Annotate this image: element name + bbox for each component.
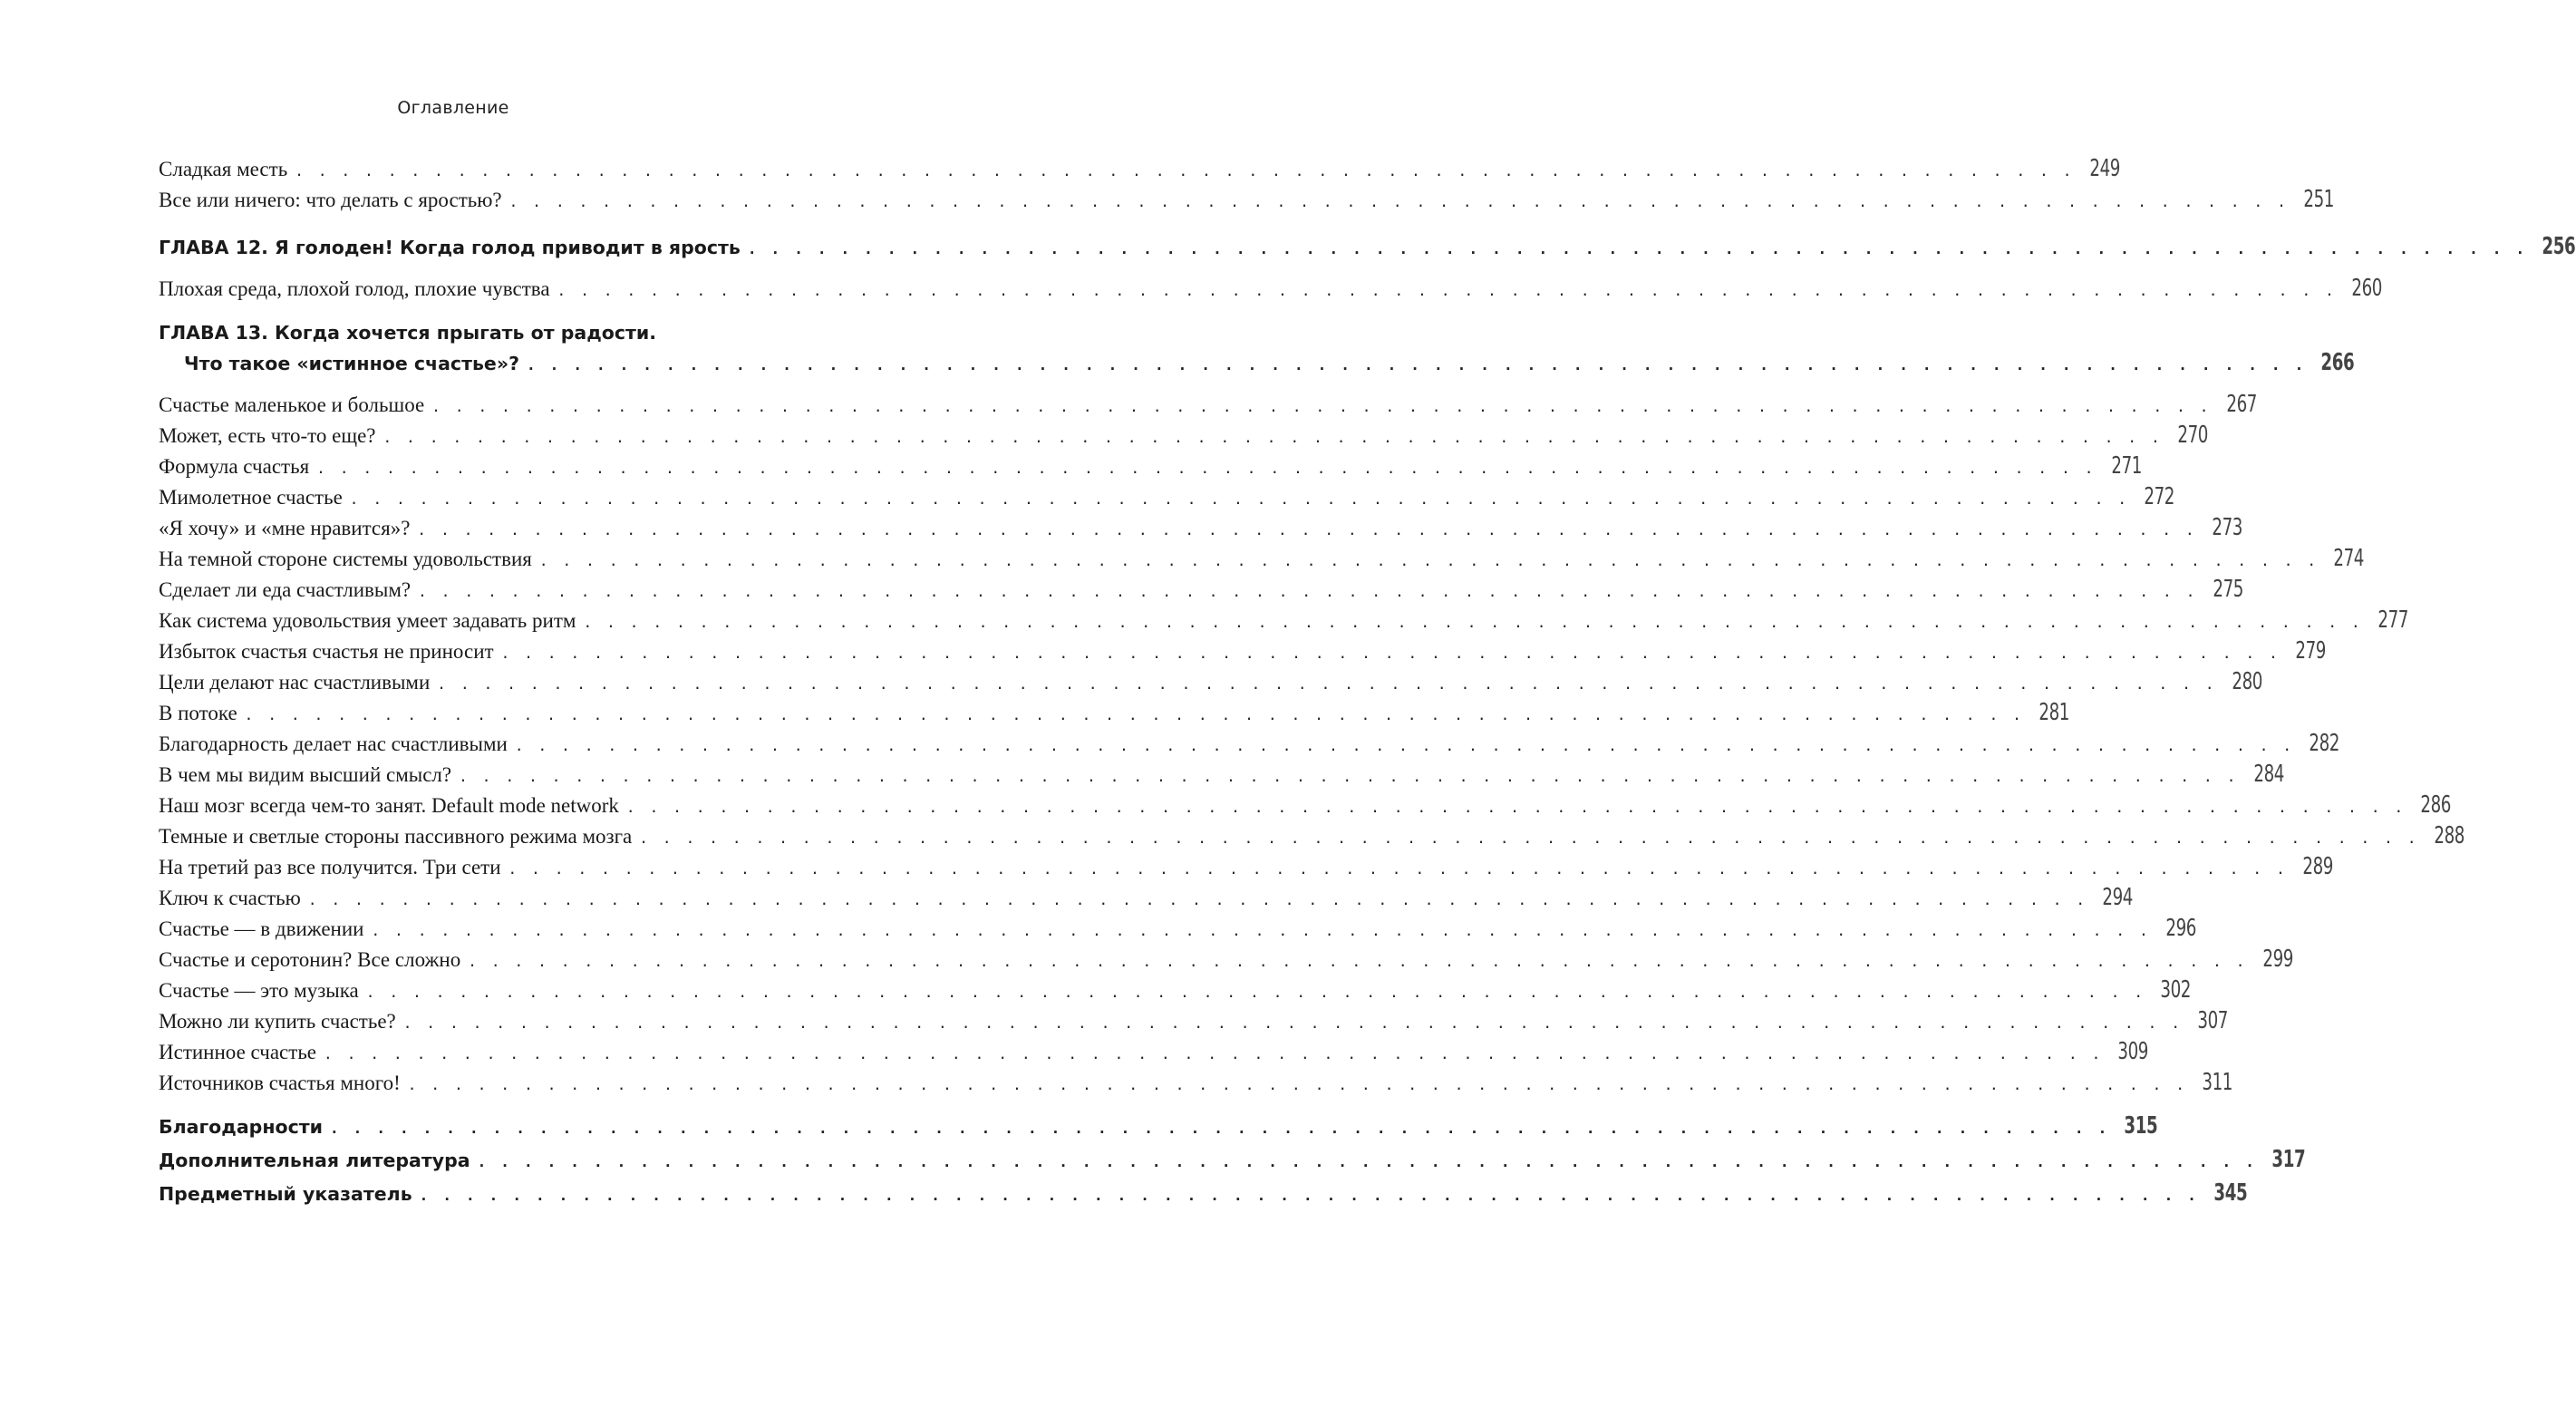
toc-page-number: 256 xyxy=(2542,233,2576,260)
toc-entry-title: Сделает ли еда счастливым? xyxy=(159,578,412,601)
toc-chapter-title: ГЛАВА 12. Я голоден! Когда голод приводит в ярость xyxy=(159,237,741,258)
dot-leader: . . . . . . . . . . . . . . . . . . . . . . . . . . . . . . . . . . . . . . . . . . . . . . . . . . . . . . . . . . . . . . . . . . . . . . . . . . . . . xyxy=(371,922,2151,939)
dot-leader: . . . . . . . . . . . . . . . . . . . . . . . . . . . . . . . . . . . . . . . . . . . . . . . . . . . . . . . . . . . . . . . . . . . . . . . . . . . . . xyxy=(244,706,2025,723)
toc-entry xyxy=(159,1069,2233,1100)
toc-entry-title: Ключ к счастью xyxy=(159,887,301,909)
toc-chapter-title-line2: Что такое «истинное счастье»? xyxy=(184,353,519,374)
toc-entry xyxy=(159,668,2262,699)
toc-page-number: 260 xyxy=(2351,275,2382,302)
dot-leader: . . . . . . . . . . . . . . . . . . . . . . . . . . . . . . . . . . . . . . . . . . . . . . . . . . . . . . . . . . . . . . . . . . . . . . . . . . . . . xyxy=(329,1120,2110,1137)
toc-page-number: 302 xyxy=(2160,976,2192,1004)
toc-page-number: 317 xyxy=(2271,1146,2306,1173)
toc-entry xyxy=(159,946,2293,976)
toc-entry xyxy=(159,514,2242,545)
toc-page-number: 284 xyxy=(2252,761,2284,788)
dot-leader: . . . . . . . . . . . . . . . . . . . . . . . . . . . . . . . . . . . . . . . . . . . . . . . . . . . . . . . . . . . . . . . . . . . . . . . . . . . . . xyxy=(431,398,2212,415)
toc-page-number: 299 xyxy=(2261,946,2293,973)
toc-entry-title: Можно ли купить счастье? xyxy=(159,1010,396,1033)
toc-entry xyxy=(159,915,2196,946)
toc-entry xyxy=(159,1007,2229,1038)
toc-page-number: 315 xyxy=(2124,1112,2158,1140)
toc-entry-title: Как система удовольствия умеет задавать ритм xyxy=(159,609,576,632)
toc-page-number: 251 xyxy=(2303,186,2335,213)
dot-leader: . . . . . . . . . . . . . . . . . . . . . . . . . . . . . . . . . . . . . . . . . . . . . . . . . . . . . . . . . . . . . . . . . . . . . . . . . . . . . xyxy=(538,552,2319,569)
toc-entry xyxy=(159,884,2134,915)
toc-entry-title: На третий раз все получится. Три сети xyxy=(159,856,501,878)
dot-leader: . . . . . . . . . . . . . . . . . . . . . . . . . . . . . . . . . . . . . . . . . . . . . . . . . . . . . . . . . . . . . . . . . . . . . . . . . . . . . xyxy=(625,799,2407,816)
toc-entry-title: Благодарность делает нас счастливыми xyxy=(159,733,508,755)
dot-leader: . . . . . . . . . . . . . . . . . . . . . . . . . . . . . . . . . . . . . . . . . . . . . . . . . . . . . . . . . . . . . . . . . . . . . . . . . . . . . xyxy=(747,240,2528,257)
toc-entry xyxy=(159,699,2070,730)
toc-entry xyxy=(159,483,2175,514)
toc-entry xyxy=(159,576,2243,606)
toc-entry xyxy=(159,822,2465,853)
dot-leader: . . . . . . . . . . . . . . . . . . . . . . . . . . . . . . . . . . . . . . . . . . . . . . . . . . . . . . . . . . . . . . . . . . . . . . . . . . . . . xyxy=(307,891,2088,908)
dot-leader: . . . . . . . . . . . . . . . . . . . . . . . . . . . . . . . . . . . . . . . . . . . . . . . . . . . . . . . . . . . . . . . . . . . . . . . . . . . . . xyxy=(583,614,2363,631)
dot-leader: . . . . . . . . . . . . . . . . . . . . . . . . . . . . . . . . . . . . . . . . . . . . . . . . . . . . . . . . . . . . . . . . . . . . . . . . . . . . . xyxy=(514,737,2295,754)
toc-entry-title: В потоке xyxy=(159,702,237,724)
toc-entry-title: Все или ничего: что делать с яростью? xyxy=(159,189,502,211)
toc-entry-title: Формула счастья xyxy=(159,455,310,478)
toc-backmatter-title: Дополнительная литература xyxy=(159,1150,470,1171)
toc-page-number: 294 xyxy=(2102,884,2134,911)
running-head: Оглавление xyxy=(397,98,509,118)
dot-leader: . . . . . . . . . . . . . . . . . . . . . . . . . . . . . . . . . . . . . . . . . . . . . . . . . . . . . . . . . . . . . . . . . . . . . . . . . . . . . xyxy=(324,1045,2104,1063)
toc-page-number: 288 xyxy=(2434,822,2465,849)
toc-page-number: 279 xyxy=(2295,637,2326,665)
toc-backmatter-entry xyxy=(159,1179,2248,1213)
toc-page-number: 289 xyxy=(2302,853,2333,880)
toc-entry-title: «Я хочу» и «мне нравится»? xyxy=(159,517,411,539)
toc-backmatter-entry xyxy=(159,1112,2158,1146)
dot-leader: . . . . . . . . . . . . . . . . . . . . . . . . . . . . . . . . . . . . . . . . . . . . . . . . . . . . . . . . . . . . . . . . . . . . . . . . . . . . . xyxy=(468,953,2248,970)
toc-entry xyxy=(159,1038,2149,1069)
toc-entry-title: Сладкая месть xyxy=(159,158,288,180)
dot-leader: . . . . . . . . . . . . . . . . . . . . . . . . . . . . . . . . . . . . . . . . . . . . . . . . . . . . . . . . . . . . . . . . . . . . . . . . . . . . . xyxy=(365,984,2146,1001)
toc-entry xyxy=(159,730,2340,761)
toc-entry-title: На темной стороне системы удовольствия xyxy=(159,548,532,570)
toc-page-number: 272 xyxy=(2144,483,2175,510)
dot-leader: . . . . . . . . . . . . . . . . . . . . . . . . . . . . . . . . . . . . . . . . . . . . . . . . . . . . . . . . . . . . . . . . . . . . . . . . . . . . . xyxy=(402,1014,2184,1032)
toc-entry-title: Темные и светлые стороны пассивного режима мозга xyxy=(159,825,633,848)
toc-entry-title: В чем мы видим высший смысл? xyxy=(159,763,452,786)
toc-page-number: 266 xyxy=(2320,349,2355,376)
toc-entry-title: Счастье и серотонин? Все сложно xyxy=(159,948,461,971)
toc-backmatter-title: Предметный указатель xyxy=(159,1183,412,1205)
dot-leader: . . . . . . . . . . . . . . . . . . . . . . . . . . . . . . . . . . . . . . . . . . . . . . . . . . . . . . . . . . . . . . . . . . . . . . . . . . . . . xyxy=(383,429,2163,446)
dot-leader: . . . . . . . . . . . . . . . . . . . . . . . . . . . . . . . . . . . . . . . . . . . . . . . . . . . . . . . . . . . . . . . . . . . . . . . . . . . . . xyxy=(500,645,2281,662)
toc-chapter-title-line1: ГЛАВА 13. Когда хочется прыгать от радости. xyxy=(159,322,657,344)
toc-entry xyxy=(159,853,2333,884)
toc-page-number: 281 xyxy=(2039,699,2070,726)
toc-entry-title: Истинное счастье xyxy=(159,1041,317,1063)
toc-chapter-entry xyxy=(159,349,2355,382)
dot-leader: . . . . . . . . . . . . . . . . . . . . . . . . . . . . . . . . . . . . . . . . . . . . . . . . . . . . . . . . . . . . . . . . . . . . . . . . . . . . . xyxy=(316,460,2097,477)
dot-leader: . . . . . . . . . . . . . . . . . . . . . . . . . . . . . . . . . . . . . . . . . . . . . . . . . . . . . . . . . . . . . . . . . . . . . . . . . . . . . xyxy=(295,162,2075,180)
toc-page-number: 282 xyxy=(2309,730,2340,757)
toc-entry-title: Мимолетное счастье xyxy=(159,486,343,509)
toc-entry xyxy=(159,155,2120,186)
toc-entry-title: Может, есть что-то еще? xyxy=(159,424,376,447)
toc-entry-title: Цели делают нас счастливыми xyxy=(159,671,431,694)
dot-leader: . . . . . . . . . . . . . . . . . . . . . . . . . . . . . . . . . . . . . . . . . . . . . . . . . . . . . . . . . . . . . . . . . . . . . . . . . . . . . xyxy=(526,356,2307,374)
toc-page-number: 286 xyxy=(2420,791,2452,819)
dot-leader: . . . . . . . . . . . . . . . . . . . . . . . . . . . . . . . . . . . . . . . . . . . . . . . . . . . . . . . . . . . . . . . . . . . . . . . . . . . . . xyxy=(407,1076,2188,1093)
toc-page-number: 275 xyxy=(2212,576,2243,603)
dot-leader: . . . . . . . . . . . . . . . . . . . . . . . . . . . . . . . . . . . . . . . . . . . . . . . . . . . . . . . . . . . . . . . . . . . . . . . . . . . . . xyxy=(508,193,2290,210)
toc-backmatter-entry xyxy=(159,1146,2306,1179)
toc-entry xyxy=(159,761,2284,791)
toc-entry xyxy=(159,637,2326,668)
dot-leader: . . . . . . . . . . . . . . . . . . . . . . . . . . . . . . . . . . . . . . . . . . . . . . . . . . . . . . . . . . . . . . . . . . . . . . . . . . . . . xyxy=(417,521,2197,539)
toc-backmatter-title: Благодарности xyxy=(159,1116,323,1138)
toc-page-number: 270 xyxy=(2177,422,2208,449)
toc-entry-title: Счастье — в движении xyxy=(159,917,364,940)
dot-leader: . . . . . . . . . . . . . . . . . . . . . . . . . . . . . . . . . . . . . . . . . . . . . . . . . . . . . . . . . . . . . . . . . . . . . . . . . . . . . xyxy=(437,675,2217,693)
dot-leader: . . . . . . . . . . . . . . . . . . . . . . . . . . . . . . . . . . . . . . . . . . . . . . . . . . . . . . . . . . . . . . . . . . . . . . . . . . . . . xyxy=(349,490,2130,508)
toc-page-number: 307 xyxy=(2197,1007,2229,1034)
toc-entry-title: Наш мозг всегда чем-то занят. Default mode network xyxy=(159,794,619,817)
toc-page-number: 296 xyxy=(2165,915,2196,942)
toc-entry xyxy=(159,606,2408,637)
toc-entry-title: Счастье — это музыка xyxy=(159,979,359,1002)
toc-entry xyxy=(159,275,2382,306)
toc-entry xyxy=(159,976,2192,1007)
toc-page-number: 271 xyxy=(2110,452,2142,480)
toc-page-number: 311 xyxy=(2202,1069,2233,1096)
dot-leader: . . . . . . . . . . . . . . . . . . . . . . . . . . . . . . . . . . . . . . . . . . . . . . . . . . . . . . . . . . . . . . . . . . . . . . . . . . . . . xyxy=(477,1153,2258,1170)
table-of-contents xyxy=(159,155,2576,1213)
toc-page-number: 345 xyxy=(2213,1179,2248,1207)
dot-leader: . . . . . . . . . . . . . . . . . . . . . . . . . . . . . . . . . . . . . . . . . . . . . . . . . . . . . . . . . . . . . . . . . . . . . . . . . . . . . xyxy=(508,860,2288,878)
toc-entry xyxy=(159,391,2257,422)
toc-page-number: 280 xyxy=(2232,668,2262,695)
toc-page-number: 267 xyxy=(2225,391,2257,418)
toc-entry-title: Плохая среда, плохой голод, плохие чувства xyxy=(159,277,550,300)
toc-chapter-entry xyxy=(159,233,2576,266)
toc-page-number: 277 xyxy=(2377,606,2408,634)
toc-entry xyxy=(159,545,2365,576)
toc-page-number: 309 xyxy=(2117,1038,2149,1065)
toc-entry-title: Избыток счастья счастья не приносит xyxy=(159,640,494,663)
toc-page-number: 273 xyxy=(2212,514,2242,541)
toc-entry xyxy=(159,452,2142,483)
dot-leader: . . . . . . . . . . . . . . . . . . . . . . . . . . . . . . . . . . . . . . . . . . . . . . . . . . . . . . . . . . . . . . . . . . . . . . . . . . . . . xyxy=(459,768,2239,785)
toc-page-number: 249 xyxy=(2088,155,2120,182)
toc-entry xyxy=(159,422,2208,452)
toc-entry xyxy=(159,186,2335,217)
dot-leader: . . . . . . . . . . . . . . . . . . . . . . . . . . . . . . . . . . . . . . . . . . . . . . . . . . . . . . . . . . . . . . . . . . . . . . . . . . . . . xyxy=(639,830,2419,847)
toc-page-number: 274 xyxy=(2333,545,2365,572)
dot-leader: . . . . . . . . . . . . . . . . . . . . . . . . . . . . . . . . . . . . . . . . . . . . . . . . . . . . . . . . . . . . . . . . . . . . . . . . . . . . . xyxy=(419,1187,2200,1204)
dot-leader: . . . . . . . . . . . . . . . . . . . . . . . . . . . . . . . . . . . . . . . . . . . . . . . . . . . . . . . . . . . . . . . . . . . . . . . . . . . . . xyxy=(557,282,2337,299)
toc-entry-title: Счастье маленькое и большое xyxy=(159,393,425,416)
dot-leader: . . . . . . . . . . . . . . . . . . . . . . . . . . . . . . . . . . . . . . . . . . . . . . . . . . . . . . . . . . . . . . . . . . . . . . . . . . . . . xyxy=(418,583,2198,600)
toc-entry xyxy=(159,791,2452,822)
toc-entry-title: Источников счастья много! xyxy=(159,1072,401,1094)
